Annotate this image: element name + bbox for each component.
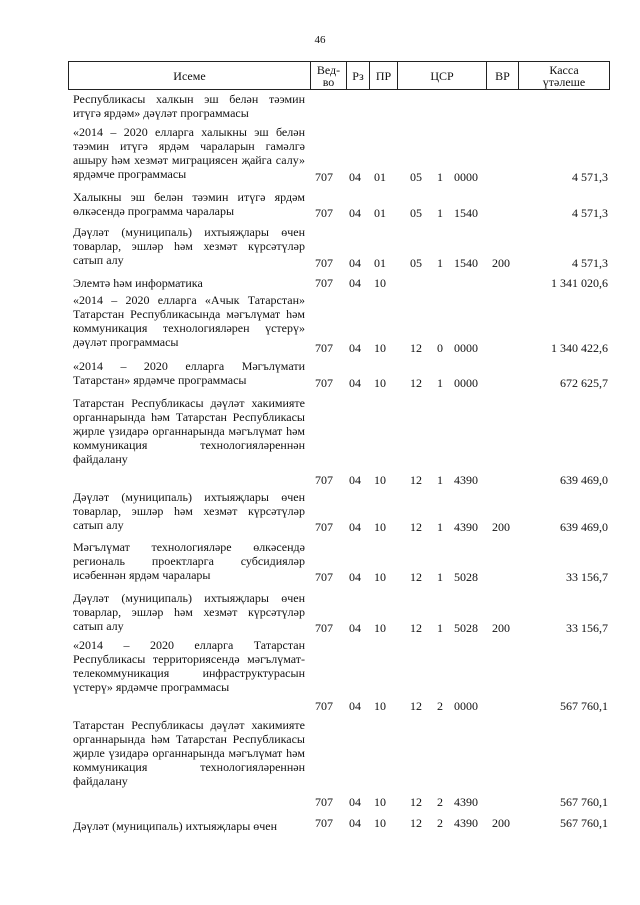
cell-ved: 707 (315, 473, 333, 487)
cell-rz: 04 (349, 520, 361, 534)
cell-ved: 707 (315, 206, 333, 220)
cell-csr-a: 05 (410, 206, 422, 220)
cell-ved: 707 (315, 795, 333, 809)
cell-csr-a: 12 (410, 699, 422, 713)
cell-csr-a: 12 (410, 520, 422, 534)
row-name: Дәүләт (муниципаль) ихтыяҗлары өчен товарлар, эшләр һәм хезмәт күрсәтүләр сатып алу (73, 591, 305, 633)
cell-csr-b: 1 (437, 170, 443, 184)
cell-pr: 10 (374, 570, 386, 584)
cell-sum: 33 156,7 (566, 570, 608, 584)
cell-csr-a: 12 (410, 376, 422, 390)
cell-csr-c: 0000 (454, 341, 478, 355)
header-name: Исеме (69, 62, 311, 89)
row-name: Республикасы халкын эш белән тәэмин итүгә ярдәм» дәүләт программасы (73, 92, 305, 120)
cell-csr-c: 4390 (454, 473, 478, 487)
cell-ved: 707 (315, 621, 333, 635)
cell-pr: 01 (374, 256, 386, 270)
cell-csr-b: 0 (437, 341, 443, 355)
cell-pr: 10 (374, 473, 386, 487)
cell-csr-b: 1 (437, 376, 443, 390)
cell-csr-a: 05 (410, 170, 422, 184)
cell-rz: 04 (349, 621, 361, 635)
cell-sum: 567 760,1 (560, 699, 608, 713)
cell-ved: 707 (315, 570, 333, 584)
cell-rz: 04 (349, 276, 361, 290)
cell-csr-a: 12 (410, 570, 422, 584)
cell-csr-c: 4390 (454, 520, 478, 534)
cell-rz: 04 (349, 170, 361, 184)
cell-rz: 04 (349, 256, 361, 270)
cell-csr-b: 2 (437, 816, 443, 830)
row-name: Мәгълүмат технологияләре өлкәсендә региональ проектларга субсидияләр исәбеннән ярдәм чаралары (73, 540, 305, 582)
cell-csr-b: 1 (437, 473, 443, 487)
cell-sum: 33 156,7 (566, 621, 608, 635)
cell-csr-c: 4390 (454, 795, 478, 809)
cell-rz: 04 (349, 699, 361, 713)
row-name: Дәүләт (муниципаль) ихтыяҗлары өчен (73, 819, 278, 833)
cell-vr: 200 (492, 520, 510, 534)
cell-csr-c: 0000 (454, 699, 478, 713)
row-name: Элемтә һәм информатика (73, 276, 203, 290)
row-name: Татарстан Республикасы дәүләт хакимияте органнарында һәм Татарстан Республикасы җирле үзидарә органнарында мәгълүмат һәм коммуникация технологияләреннән файдалану (73, 396, 305, 466)
cell-sum: 4 571,3 (572, 256, 608, 270)
row-name: «2014 – 2020 елларга Татарстан Республикасы территориясендә мәгълүмат-телекоммуникация инфраструктурасын үстерү» ярдәмче программасы (73, 638, 305, 694)
cell-csr-c: 0000 (454, 170, 478, 184)
cell-vr: 200 (492, 621, 510, 635)
cell-rz: 04 (349, 795, 361, 809)
cell-csr-b: 1 (437, 256, 443, 270)
cell-sum: 4 571,3 (572, 206, 608, 220)
cell-csr-b: 1 (437, 570, 443, 584)
row-name: «2014 – 2020 елларга «Ачык Татарстан» Татарстан Республикасында мәгълүмат һәм коммуникация технологияләрен үстерү» дәүләт программасы (73, 293, 305, 349)
cell-csr-c: 5028 (454, 570, 478, 584)
cell-ved: 707 (315, 341, 333, 355)
header-csr: ЦСР (398, 62, 487, 89)
row-name: «2014 – 2020 елларга Мәгълүмати Татарстан» ярдәмче программасы (73, 359, 305, 387)
cell-rz: 04 (349, 473, 361, 487)
cell-rz: 04 (349, 341, 361, 355)
cell-ved: 707 (315, 816, 333, 830)
cell-csr-c: 1540 (454, 256, 478, 270)
cell-pr: 10 (374, 276, 386, 290)
cell-pr: 01 (374, 170, 386, 184)
cell-csr-b: 2 (437, 699, 443, 713)
cell-rz: 04 (349, 376, 361, 390)
cell-sum: 567 760,1 (560, 795, 608, 809)
cell-pr: 10 (374, 376, 386, 390)
header-pr: ПР (370, 62, 398, 89)
header-rz: Рз (347, 62, 370, 89)
cell-pr: 10 (374, 699, 386, 713)
cell-pr: 10 (374, 795, 386, 809)
cell-csr-c: 5028 (454, 621, 478, 635)
row-name: Дәүләт (муниципаль) ихтыяҗлары өчен товарлар, эшләр һәм хезмәт күрсәтүләр сатып алу (73, 490, 305, 532)
cell-csr-b: 1 (437, 621, 443, 635)
cell-pr: 10 (374, 816, 386, 830)
cell-pr: 01 (374, 206, 386, 220)
cell-csr-c: 4390 (454, 816, 478, 830)
cell-vr: 200 (492, 256, 510, 270)
cell-csr-b: 1 (437, 520, 443, 534)
cell-ved: 707 (315, 256, 333, 270)
cell-sum: 672 625,7 (560, 376, 608, 390)
cell-csr-b: 1 (437, 206, 443, 220)
header-sum: Касса үтәлеше (542, 62, 586, 89)
cell-csr-a: 12 (410, 621, 422, 635)
row-name: Татарстан Республикасы дәүләт хакимияте органнарында һәм Татарстан Республикасы җирле үзидарә органнарында мәгълүмат һәм коммуникация технологияләреннән файдалану (73, 718, 305, 788)
cell-pr: 10 (374, 621, 386, 635)
cell-pr: 10 (374, 520, 386, 534)
cell-sum: 4 571,3 (572, 170, 608, 184)
cell-csr-a: 05 (410, 256, 422, 270)
cell-rz: 04 (349, 816, 361, 830)
cell-csr-a: 12 (410, 473, 422, 487)
cell-ved: 707 (315, 520, 333, 534)
cell-rz: 04 (349, 570, 361, 584)
cell-sum: 1 340 422,6 (551, 341, 608, 355)
cell-csr-c: 0000 (454, 376, 478, 390)
cell-csr-a: 12 (410, 816, 422, 830)
cell-csr-b: 2 (437, 795, 443, 809)
cell-ved: 707 (315, 276, 333, 290)
row-name: «2014 – 2020 елларга халыкны эш белән тәэмин итүгә ярдәм чараларын гамәлгә ашыру һәм хезмәт миграциясен җайга салу» ярдәмче программасы (73, 125, 305, 181)
header-ved: Вед- во (311, 62, 347, 89)
cell-sum: 639 469,0 (560, 473, 608, 487)
cell-sum: 1 341 020,6 (551, 276, 608, 290)
cell-csr-c: 1540 (454, 206, 478, 220)
cell-ved: 707 (315, 170, 333, 184)
row-name: Халыкны эш белән тәэмин итүгә ярдәм өлкәсендә программа чаралары (73, 190, 305, 218)
cell-vr: 200 (492, 816, 510, 830)
cell-csr-a: 12 (410, 341, 422, 355)
cell-ved: 707 (315, 699, 333, 713)
cell-sum: 639 469,0 (560, 520, 608, 534)
cell-rz: 04 (349, 206, 361, 220)
cell-pr: 10 (374, 341, 386, 355)
header-vr: ВР (487, 62, 519, 89)
cell-csr-a: 12 (410, 795, 422, 809)
table-header (68, 61, 610, 90)
page-number: 46 (314, 34, 326, 46)
row-name: Дәүләт (муниципаль) ихтыяҗлары өчен товарлар, эшләр һәм хезмәт күрсәтүләр сатып алу (73, 225, 305, 267)
cell-ved: 707 (315, 376, 333, 390)
cell-sum: 567 760,1 (560, 816, 608, 830)
